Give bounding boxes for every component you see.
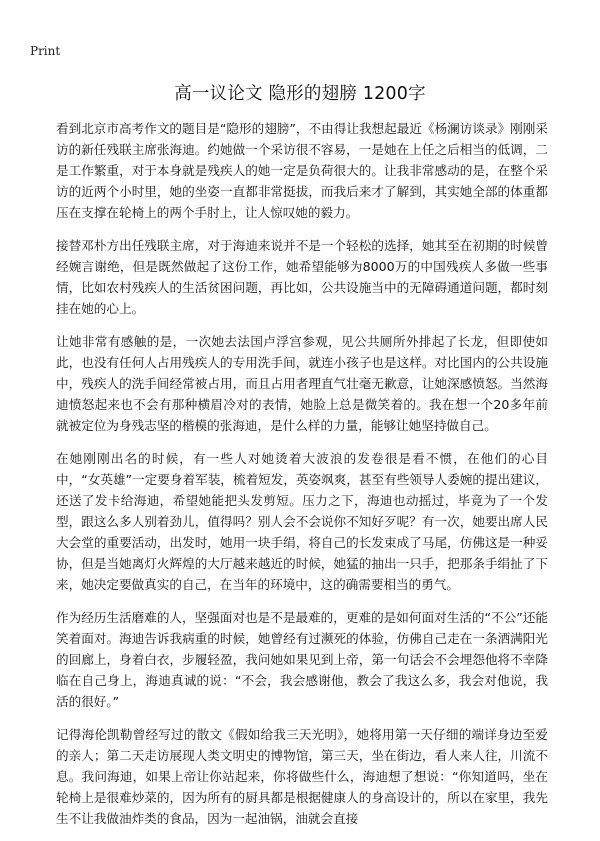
paragraph: 在她刚刚出名的时候，有一些人对她烫着大波浪的发卷很是看不惯，在他们的心目中，“女英雄”一定要身着军装，梳着短发，英姿飒爽，甚至有些领导人委婉的提出建议，还送了发卡给海迪，希望她能把头发剪短。压力之下，海迪也动摇过，毕竟为了一个发型，跟这么多人别着劲儿，值得吗？别人会不会说你不知好歹呢？有一次，她要出席人民大会堂的重要活动，出发时，她用一块手绢，将自己的长发束成了马尾，仿佛这是一种妥协，但是当她离灯火辉煌的大厅越来越近的时候，她猛的抽出一只手，把那条手绢扯了下来，她决定要做真实的自己，在当年的环境中，这的确需要相当的勇气。 [56,451,548,592]
paragraph: 记得海伦凯勒曾经写过的散文《假如给我三天光明》，她将用第一天仔细的端详身边至爱的亲人；第二天走访展现人类文明史的博物馆，第三天，坐在街边，看人来人往，川流不息。我问海迪，如果上帝让你站起来，你将做些什么，海迪想了想说：“你知道吗，坐在轮椅上是很难炒菜的，因为所有的厨具都是根据健康人的身高设计的，所以在家里，我先生不让我做油炸类的食品，因为一起油锅，油就会直接 [56,727,548,826]
paragraph: 让她非常有感触的是，一次她去法国卢浮宫参观，见公共厕所外排起了长龙，但即使如此，也没有任何人占用残疾人的专用洗手间，就连小孩子也是这样。对比国内的公共设施中，残疾人的洗手间经常被占用，而且占用者理直气壮毫无歉意，让她深感愤怒。当然海迪愤怒起来也不会有那种横眉冷对的表情，她脸上总是微笑着的。我在想一个20多年前就被定位为身残志坚的楷模的张海迪，是什么样的力量，能够让她坚持做自己。 [56,334,548,433]
paragraph: 接替邓朴方出任残联主席，对于海迪来说并不是一个轻松的选择，她其至在初期的时候曾经婉言谢绝，但是既然做起了这份工作，她希望能够为8000万的中国残疾人多做一些事情，比如农村残疾人的生活贫困问题，再比如，公共设施当中的无障碍通道问题，都时刻挂在她的心上。 [56,238,548,316]
paragraph: 作为经历生活磨难的人，坚强面对也是不是最难的，更难的是如何面对生活的“不公”还能笑着面对。海迪告诉我病重的时候，她曾经有过濒死的体验，仿佛自己走在一条洒满阳光的回廊上，身着白衣，步履轻盈，我问她如果见到上帝，第一句话会不会埋怨他将不幸降临在自己身上，海迪真诚的说：“不会，我会感谢他，教会了我这么多，我会对他说，我活的很好。” [56,610,548,709]
article-title: 高一议论文 隐形的翅膀 1200字 [174,84,426,104]
print-link[interactable]: Print [30,44,61,58]
article-body [56,118,548,841]
paragraph: 看到北京市高考作文的题目是“隐形的翅膀”，不由得让我想起最近《杨澜访谈录》刚刚采访的新任残联主席张海迪。约她做一个采访很不容易，一是她在上任之后相当的低调，二是工作繁重，对于本身就是残疾人的她一定是负荷很大的。让我非常感动的是，在整个采访的近两个小时里，她的坐姿一直都非常挺拔，而我后来才了解到，其实她全部的体重都压在支撑在轮椅上的两个手肘上，让人惊叹她的毅力。 [56,121,548,220]
